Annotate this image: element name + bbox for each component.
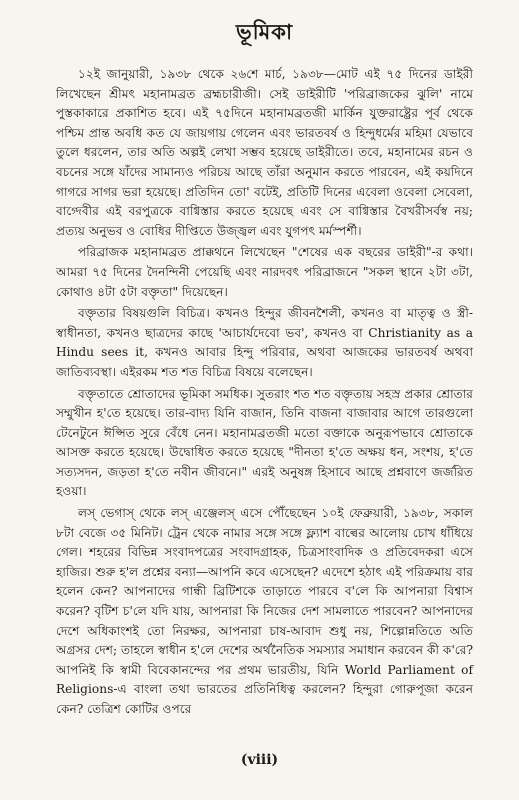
paragraph: লস্ ভেগাস্ থেকে লস্ এঞ্জেলস্ এসে পৌঁছেছেন ১০ই ফেব্রুয়ারী, ১৯৩৮, সকাল ৮টা বেজে ৩৫ মিনিট। ট্রেন থেকে নামার সঙ্গে সঙ্গে ফ্ল্যাশ বাল্বের আলোয় চোখ ধাঁধিয়ে গেল। শহরের বিভিন্ন সংবাদপত্রের সংবাদগ্রাহক, চিত্রসাংবাদিক ও প্রতিবেদকরা এসে হাজির। শুরু হ'ল প্রশ্নের বন্যা—আপনি কবে এসেছেন? এদেশে হঠাৎ এই পরিক্রমায় বার হলেন কেন? আপনাদের গান্ধী ব্রিটিশকে তাড়াতে পারবে ব'লে কি আপনারা বিশ্বাস করেন? বৃটিশ চ'লে যদি যায়, আপনারা কি নিজের দেশ সামলাতে পারবেন? আপনাদের দেশে অধিকাংশই তো নিরক্ষর, আপনারা চাষ-আবাদ শুধু নয়, শিল্পোন্নতিতে অতি অগ্রসর দেশ; তাহলে স্বাধীন হ'লে দেশের অর্থনৈতিক সমস্যার সমাধান করবেন কী ক'রে? আপনিই কি স্বামী বিবেকানন্দের পর প্রথম ভারতীয়, যিনি World Parliament of Religions-এ বাংলা তথা ভারতের প্রতিনিধিত্ব করলেন? হিন্দুরা গোরুপূজা করেন কেন? তেত্রিশ কোটির ওপরে bbox=[56, 506, 473, 716]
paragraph: পরিব্রাজক মহানামব্রত প্রাক্কথনে লিখেছেন "শেষের এক বছরের ডাইরী"-র কথা। আমরা ৭৫ দিনের দৈনন্দিনী পেয়েছি এবং নারদবৎ পরিব্রাজনে "সকল স্থানে ২টা ৩টা, কোথাও ৪টা ৫টা বক্তৃতা" দিয়েছেন। bbox=[56, 245, 473, 299]
body-text bbox=[56, 65, 473, 720]
paragraph: বক্তৃতাতে শ্রোতাদের ভূমিকা সমধিক। সুতরাং শত শত বক্তৃতায় সহস্র প্রকার শ্রোতার সম্মুখীন হ'তে হয়েছে। তার-বাদ্য যিনি বাজান, তিনি বাজনা বাজাবার আগে তারগুলো টেনেটুনে ঈপ্সিত সুরে বেঁধে নেন। মহানামব্রতজী মতো বক্তাকে অনুরূপভাবে শ্রোতাকে আসক্ত করতে হয়েছে। উদ্বোধিত করতে হয়েছে "দীনতা হ'তে অক্ষয় ধন, সংশয়, হ'তে সত্যসদন, জড়তা হ'তে নবীন জীবনে।" এরই অনুষঙ্গ হিসাবে আছে প্রশ্নবাণে জর্জরিত হওয়া। bbox=[56, 386, 473, 499]
page-title: ভূমিকা bbox=[235, 19, 294, 44]
paragraph: ১২ই জানুয়ারী, ১৯৩৮ থেকে ২৬শে মার্চ, ১৯৩৮—মোট এই ৭৫ দিনের ডাইরী লিখেছেন শ্রীমৎ মহানামব্রত ব্রহ্মচারীজী। সেই ডাইরীটি 'পরিব্রাজকের ঝুলি' নামে পুস্তকাকারে প্রকাশিত হবে। এই ৭৫দিনে মহানামব্রতজী মার্কিন যুক্তরাষ্ট্রের পূর্ব থেকে পশ্চিম প্রান্ত অবধি কত যে জায়গায় গেলেন এবং ভারতবর্ষ ও হিন্দুধর্মের মহিমা যেভাবে তুলে ধরলেন, তার অতি অল্পই লেখা সম্ভব হয়েছে ডাইরীতে। তবে, মহানামের রচন ও বচনের সঙ্গে যাঁদের সামান্যও পরিচয় আছে তাঁরা অনুমান করতে পারবেন, এই কয়দিনে গাগরে সাগর ভরা হয়েছে। প্রতিদিন তো' বটেই, প্রতিটি দিনের এবেলা ওবেলা সেবেলা, বাগ্দেবীর এই বরপুত্রকে বাগ্বিস্তার করতে হয়েছে এবং সে বাগ্বিস্তার বৈখরীসর্বস্ব নয়; প্রত্যয় অনুভব ও বোধির দীপ্তিতে উজ্জ্বল এবং যুগপৎ মর্মস্পর্শী। bbox=[56, 67, 473, 238]
paragraph: বক্তৃতার বিষয়গুলি বিচিত্র। কখনও হিন্দুর জীবনশৈলী, কখনও বা মাতৃত্ব ও স্ত্রী-স্বাধীনতা, কখনও ছাত্রদের কাছে 'আচার্যদেবো ভব', কখনও বা Christianity as a Hindu sees it, কখনও আবার হিন্দু পরিবার, অথবা আজকের ভারতবর্ষ অথবা জাতিব্যবস্থা। এইরকম শত শত বিচিত্র বিষয়ে বলেছেন। bbox=[56, 306, 473, 379]
page-number: (viii) bbox=[240, 752, 279, 768]
